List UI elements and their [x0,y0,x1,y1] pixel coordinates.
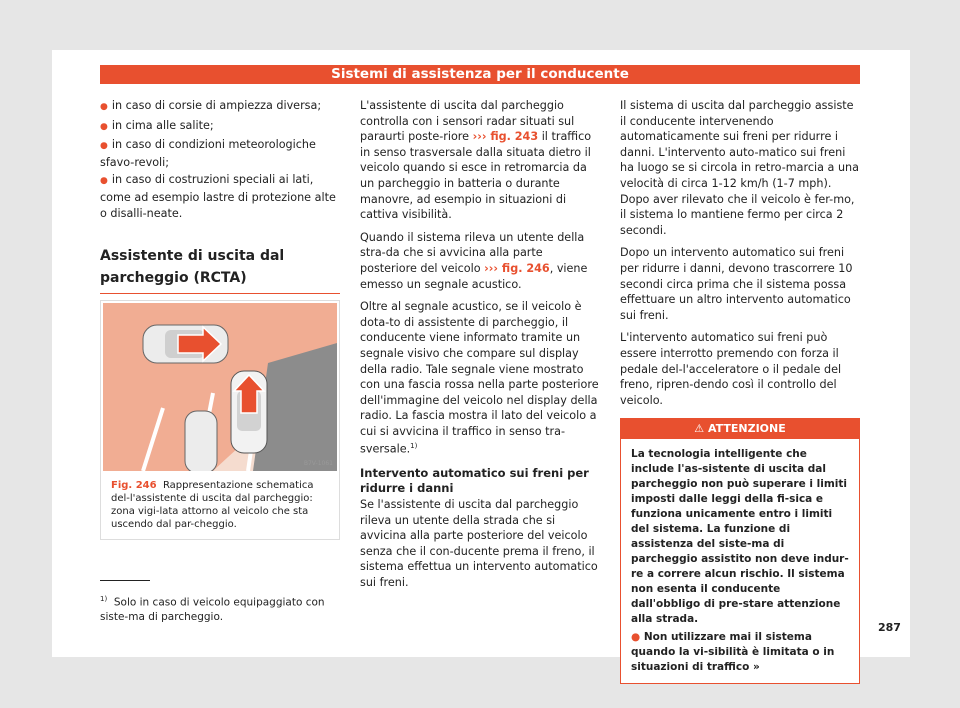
bullet-icon: ● [100,141,108,152]
column-left [100,98,340,294]
figure-link[interactable]: ››› fig. 246 [484,261,550,275]
parking-diagram [103,303,337,471]
list-item: ● in caso di condizioni meteorologiche sfavo-revoli; [100,138,316,169]
footnote-ref: 1) [410,442,418,451]
figure-caption [111,479,333,531]
figure-number: Fig. 246 [111,480,157,491]
paragraph: Il sistema di uscita dal parcheggio assiste il conducente intervenendo automaticamente sui freni per ridurre i danni. L'intervento auto-matico sui freni ha luogo se si circola in retro-marcia a una velocità di circa 1-12 km/h (1-7 mph). Dopo aver rilevato che il veicolo è fer-mo, il sistema lo mantiene fermo per circa 2 secondi. [620,99,859,237]
figure-caption-text: Rappresentazione schematica del-l'assistente di uscita dal parcheggio: zona vigi-lata attorno al veicolo che sta uscendo dal par-cheggio. [111,480,314,530]
paragraph: Se l'assistente di uscita dal parcheggio rileva un utente della strada che si avvicina alla parte posteriore del veicolo senza che il con-ducente prema il freno, il sistema effettua un intervento automatico sui freni. [360,497,598,589]
paragraph: L'intervento automatico sui freni può essere interrotto premendo con forza il pedale del-l'acceleratore o il pedale del freno, ripren-dendo così il controllo del veicolo. [620,331,842,407]
warning-text: La tecnologia intelligente che include l'as-sistente di uscita dal parcheggio non può superare i limiti imposti dalle leggi della fi-sica e funziona unicamente entro i limiti del sistema. La funzione di assistenza del siste-ma di parcheggio assistito non deve indur-re a correre alcun rischio. Il sistema non esenta il conducente dall'obbligo di pre-stare attenzione alla strada. [631,448,849,626]
figure-246 [100,300,340,540]
list-item: ● in caso di costruzioni speciali ai lati, come ad esempio lastre di protezione alte o disalli-neate. [100,173,336,220]
footnote: $^{1)}$ Solo in caso di veicolo equipaggiato con siste-ma di parcheggio. [100,595,325,623]
car-icon [185,411,217,471]
warning-box [620,418,860,684]
warning-bullet: ● Non utilizzare mai il sistema quando la vi-sibilità è limitata o in situazioni di traffico » [631,631,835,674]
paragraph: Oltre al segnale acustico, se il veicolo è dota-to di assistente di parcheggio, il conducente viene informato tramite un segnale visivo che compare sul display della radio. Tale segnale viene mostrato con una fascia rossa nella parte posteriore dell'immagine del veicolo nel display della radio. La fascia mostra il lato del veicolo a cui si avvicina il traffico in senso tra-sversale.$^{1)}$ [360,300,599,457]
continue-mark: » [752,661,760,674]
parking-illustration [103,303,337,471]
paragraph: L'assistente di uscita dal parcheggio controlla con i sensori radar situati sul paraurti poste-riore ››› fig. 243 il traffico in senso trasversale dalla situata dietro il veicolo quando si esce in retromarcia da un parcheggio in batteria o durante manovre, ad esempio in situazioni di cattiva visibilità. [360,99,592,222]
bullet-icon: ● [100,121,108,132]
bullet-icon: ● [631,631,641,644]
figure-code: B7V-1061 [303,460,333,467]
bullet-icon: ● [100,102,108,112]
footnote-divider [100,580,150,581]
list-item: ● in caso di corsie di ampiezza diversa; [100,99,322,112]
column-middle [360,98,600,598]
subsection-title: Intervento automatico sui freni per ridurre i danni [360,465,589,496]
section-title: Assistente di uscita dal parcheggio (RCTA) [100,245,340,294]
paragraph: Quando il sistema rileva un utente della stra-da che si avvicina alla parte posteriore del veicolo ››› fig. 246, viene emesso un segnale acustico. [360,230,588,291]
page-header: Sistemi di assistenza per il conducente [100,65,860,84]
bullet-icon: ● [100,176,108,187]
warning-header: ⚠ ATTENZIONE [621,419,859,439]
figure-link[interactable]: ››› fig. 243 [472,130,539,144]
paragraph: Dopo un intervento automatico sui freni per ridurre i danni, devono trascorrere 10 secondi circa prima che il sistema possa effettuare un altro intervento automatico sui freni. [620,246,853,322]
page-number: 287 [878,621,901,634]
list-item: ● in cima alle salite; [100,118,214,132]
column-right [620,98,860,684]
warning-triangle-icon: ⚠ [694,422,705,436]
